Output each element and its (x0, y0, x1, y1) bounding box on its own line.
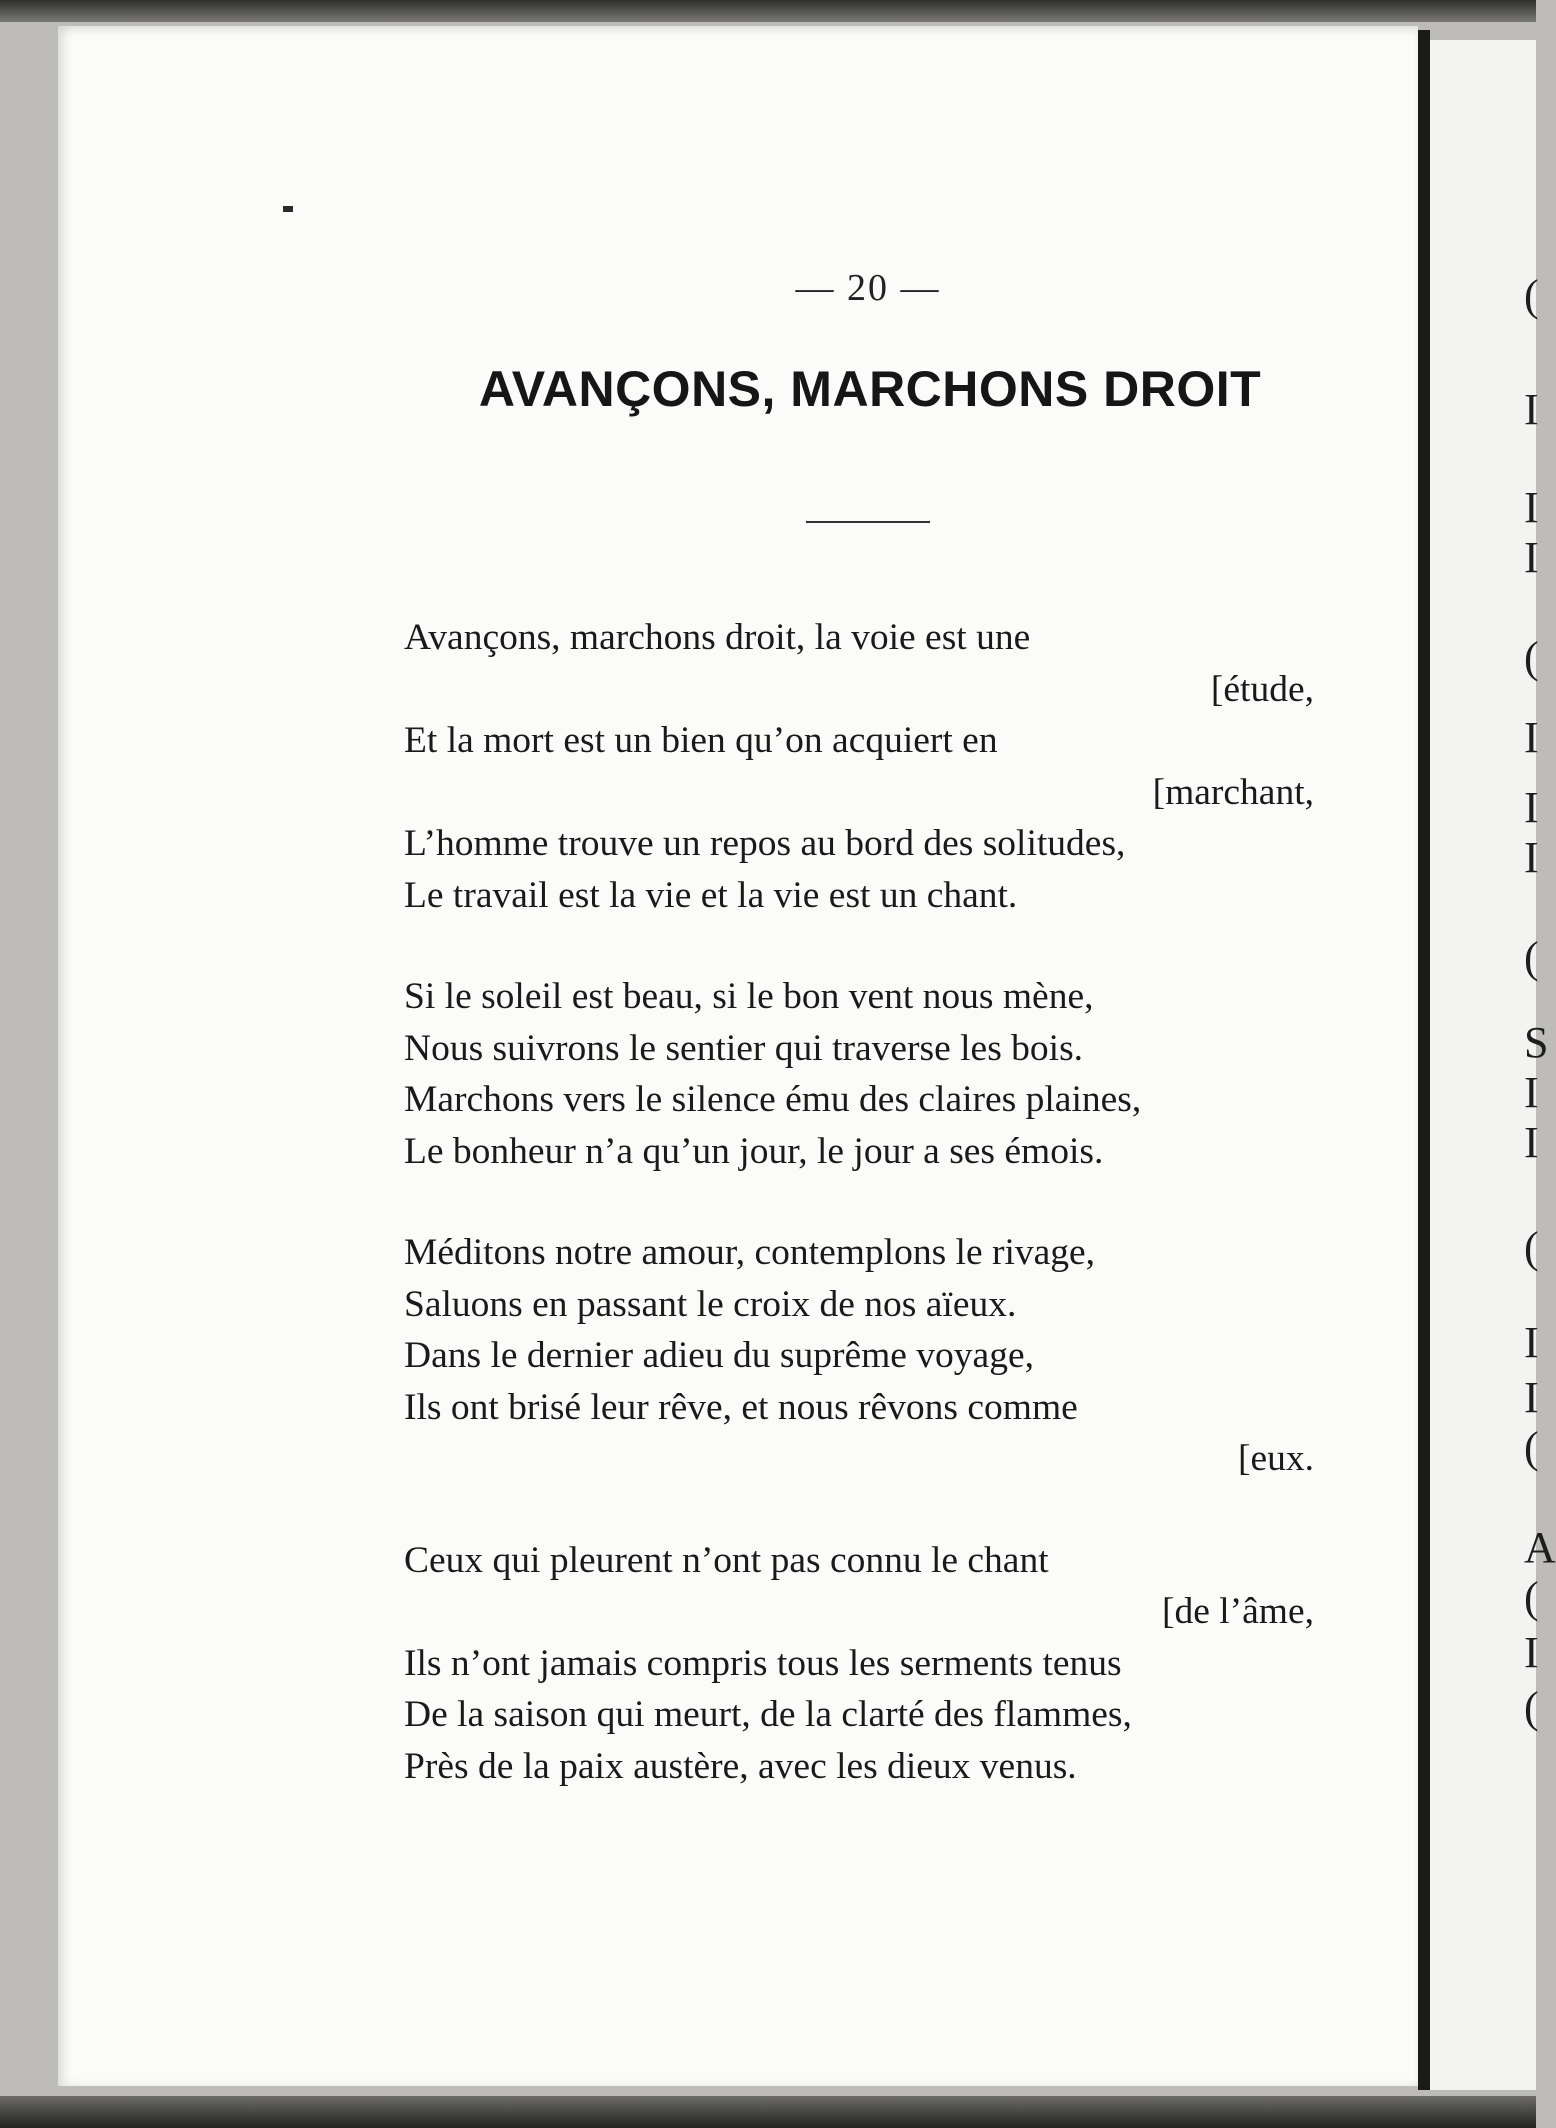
poem-line: Et la mort est un bien qu’on acquiert en (404, 720, 998, 761)
next-page-glyph: A (1524, 1523, 1556, 1572)
next-page-glyph: ( (1524, 271, 1539, 320)
poem-line: Ils ont brisé leur rêve, et nous rêvons comme (404, 1386, 1078, 1428)
scan-edge-bottom (0, 2096, 1536, 2128)
poem-line: Méditons notre amour, contemplons le rivage, (404, 1232, 1096, 1273)
page-number: — 20 — (795, 267, 941, 309)
poem-line: Ils n’ont jamais compris tous les serments tenus (404, 1642, 1122, 1684)
next-page-glyph: ( (1524, 1423, 1539, 1472)
poem-stanza (404, 612, 1314, 921)
next-page-glyph: I (1524, 783, 1539, 832)
next-page-glyph: ( (1524, 1683, 1539, 1732)
next-page-glyph: I (1524, 1118, 1539, 1167)
poem-stanza (404, 1535, 1314, 1793)
next-page-glyph: I (1524, 1318, 1539, 1367)
next-page-glyph: I (1524, 483, 1539, 532)
poem-line: De la saison qui meurt, de la clarté des flammes, (404, 1694, 1132, 1735)
poem-line: Près de la paix austère, avec les dieux venus. (404, 1745, 1077, 1787)
poem-line: Si le soleil est beau, si le bon vent nous mène, (404, 976, 1094, 1017)
poem-line: Avançons, marchons droit, la voie est une (404, 617, 1031, 658)
title-divider (806, 521, 930, 523)
poem-body (404, 612, 1314, 1842)
next-page-glyph: I (1524, 1628, 1539, 1677)
poem-line: Saluons en passant le croix de nos aïeux. (404, 1283, 1017, 1325)
next-page-edge (1430, 40, 1556, 2090)
ink-speck (283, 206, 293, 212)
poem-line-continuation: [eux. (1237, 1438, 1314, 1479)
poem-stanza (404, 1227, 1314, 1485)
poem-line-continuation: [de l’âme, (1162, 1591, 1314, 1632)
poem-line: Le travail est la vie et la vie est un chant. (404, 874, 1018, 916)
next-page-glyph: I (1524, 1068, 1539, 1117)
poem-line: Ceux qui pleurent n’ont pas connu le chant (404, 1539, 1049, 1581)
poem-line-continuation: [marchant, (1152, 771, 1314, 813)
poem-line: Nous suivrons le sentier qui traverse les bois. (404, 1027, 1084, 1069)
poem-line: Marchons vers le silence ému des claires plaines, (404, 1079, 1142, 1120)
scan-edge-top (0, 0, 1536, 22)
next-page-glyph: ( (1524, 633, 1539, 682)
next-page-glyph: ( (1524, 1223, 1539, 1272)
poem-line-continuation: [étude, (1210, 668, 1314, 710)
poem-line: Dans le dernier adieu du suprême voyage, (404, 1335, 1034, 1376)
poem-title: AVANÇONS, MARCHONS DROIT (478, 361, 1262, 417)
poem-line: L’homme trouve un repos au bord des solitudes, (404, 823, 1126, 864)
poem-stanza (404, 971, 1314, 1177)
poem-line: Le bonheur n’a qu’un jour, le jour a ses émois. (404, 1130, 1104, 1172)
next-page-glyph: I (1524, 713, 1539, 762)
next-page-glyph: I (1524, 533, 1539, 582)
next-page-glyph: S (1524, 1018, 1549, 1067)
next-page-glyph: I (1524, 385, 1539, 434)
next-page-glyph: I (1524, 833, 1539, 882)
next-page-glyph: ( (1524, 933, 1539, 982)
next-page-glyph: ( (1524, 1573, 1539, 1622)
book-spine (1418, 30, 1430, 2090)
next-page-glyph: I (1524, 1373, 1539, 1422)
